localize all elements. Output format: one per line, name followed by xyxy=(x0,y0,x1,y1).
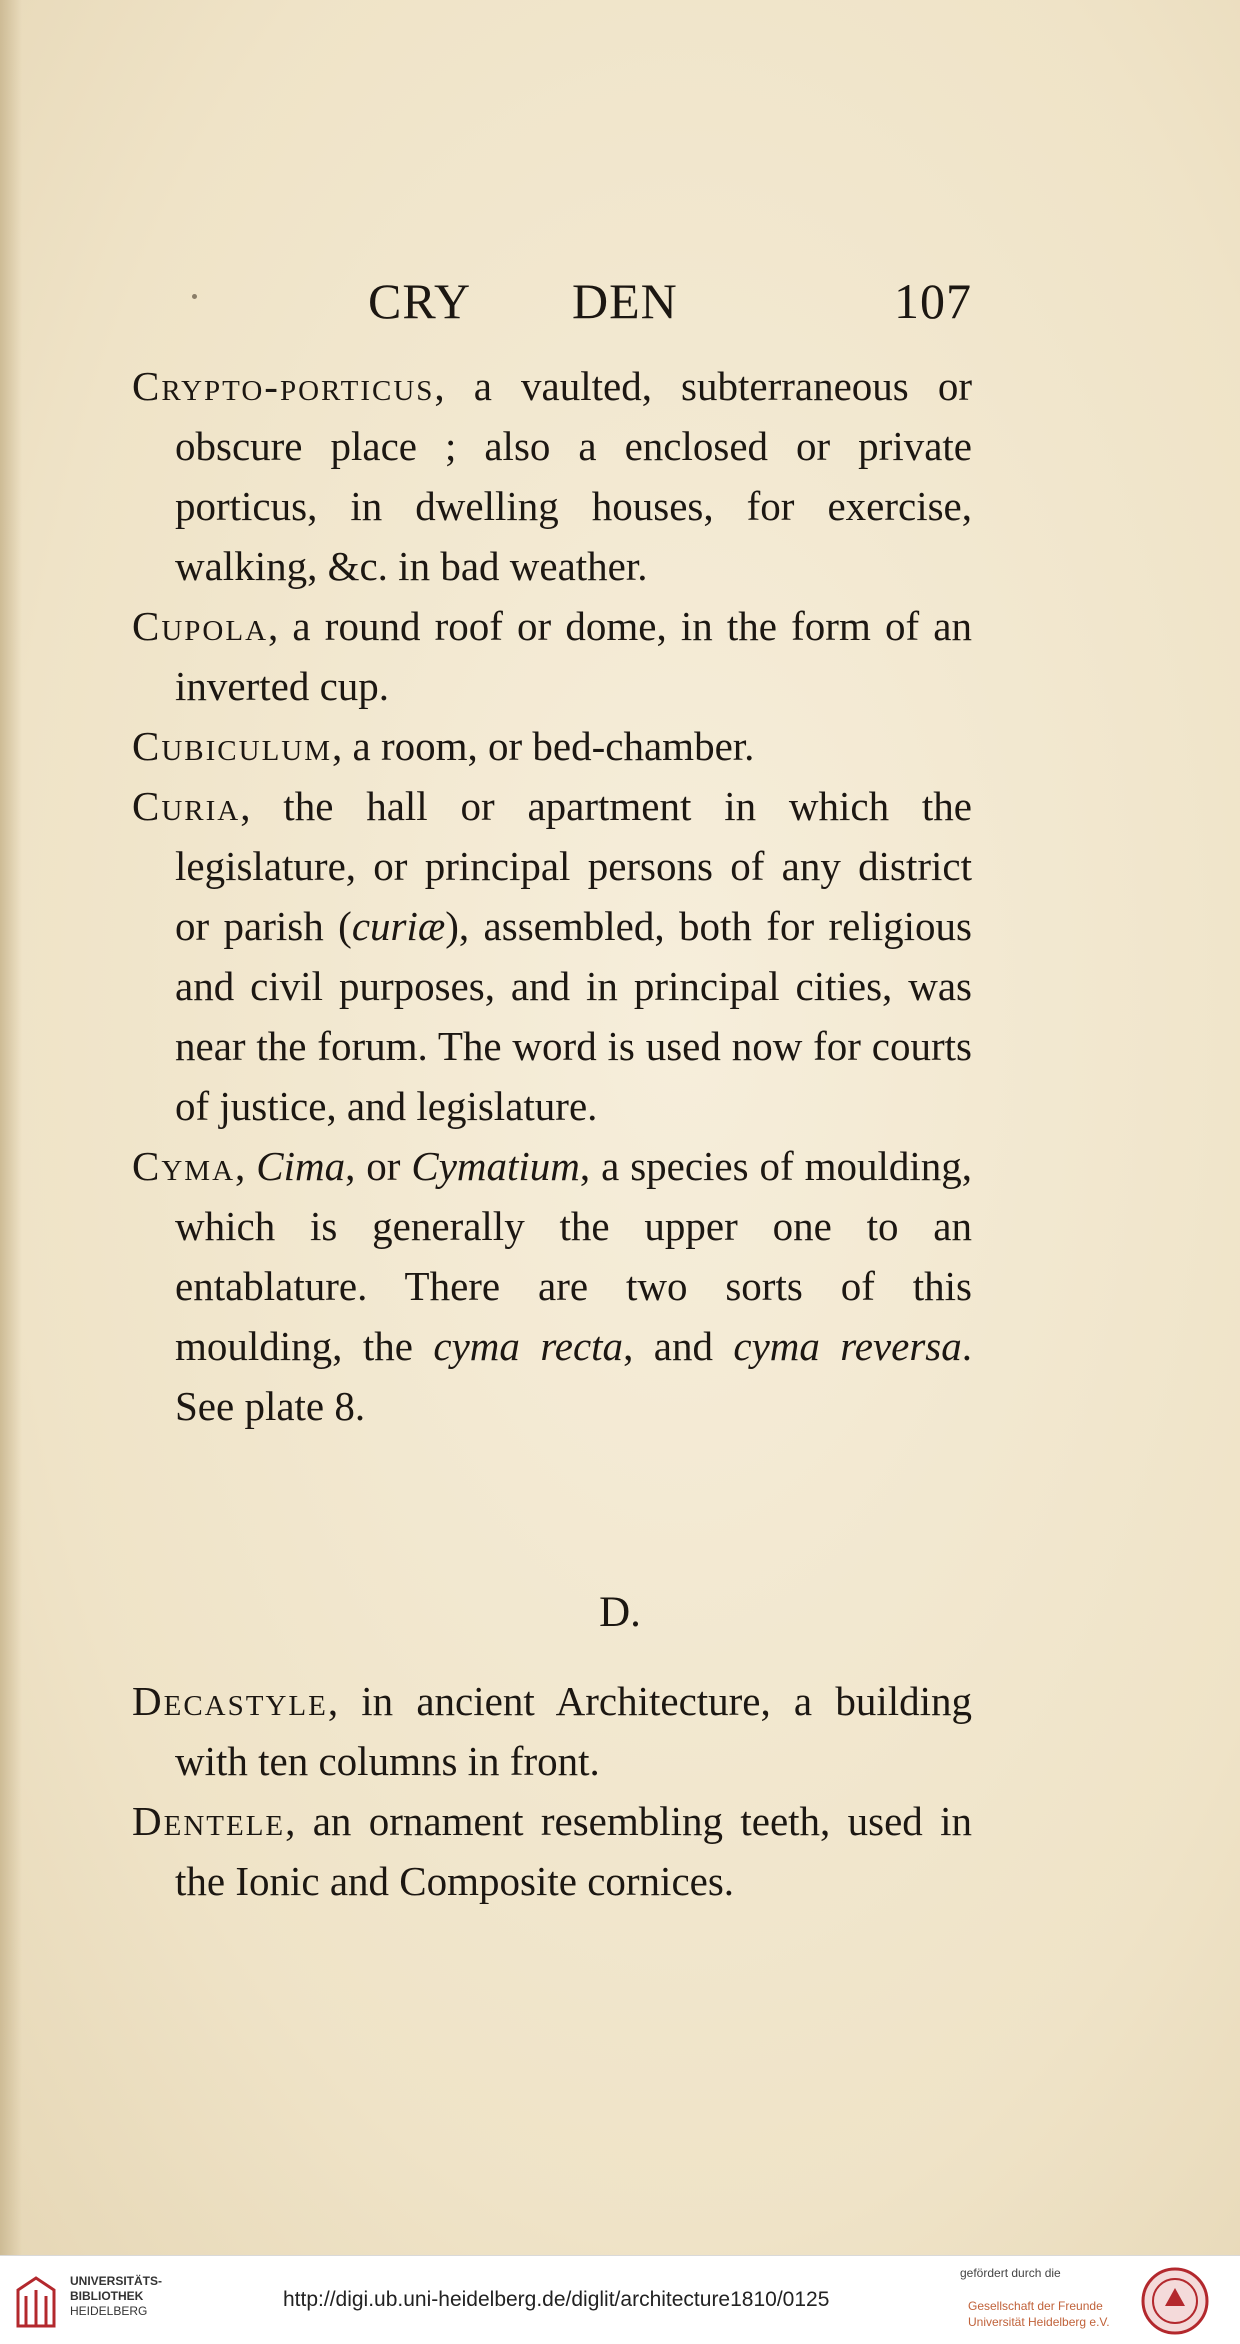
entry-italic: cyma reversa xyxy=(733,1323,962,1369)
entry-term: Crypto-porticus xyxy=(132,363,435,409)
entry-italic: cyma recta xyxy=(433,1323,624,1369)
ink-dot xyxy=(192,294,197,299)
entry-crypto-porticus xyxy=(132,356,972,596)
entry-body: ), assembled, both for religious and civil purposes, and in principal cities, was near the forum. The word is used now for courts of justice, and legislature. xyxy=(175,903,972,1129)
library-line: HEIDELBERG xyxy=(70,2304,148,2318)
viewer-footer xyxy=(0,2255,1240,2344)
entry-decastyle xyxy=(132,1671,972,1791)
entry-curia xyxy=(132,776,972,1136)
entry-dentele xyxy=(132,1791,972,1911)
entry-body: , a round roof or dome, in the form of an inverted cup. xyxy=(175,603,972,709)
library-line: BIBLIOTHEK xyxy=(70,2289,144,2303)
entry-body: , or xyxy=(345,1143,412,1189)
page-number: 107 xyxy=(894,273,972,329)
header-left-word: CRY xyxy=(368,273,472,329)
entry-body: , a species of moulding, which is generally the upper one to an entablature. There are two sorts of this moulding, the xyxy=(175,1143,973,1369)
university-library-logo xyxy=(14,2272,58,2328)
entry-cyma: Cyma, Cima, or Cymatium, a species of moulding, which is generally the upper one to an entablature. There are two sorts of this moulding, the cyma recta, and cyma reversa. See plate 8. xyxy=(132,1143,973,1429)
header-right-word: DEN xyxy=(572,273,678,329)
entry-term: Dentele xyxy=(132,1798,286,1844)
running-head xyxy=(0,272,1240,332)
entry-body: , in ancient Architecture, a building with ten columns in front. xyxy=(175,1678,972,1784)
entry-body: . See plate 8. xyxy=(175,1323,973,1429)
permalink-url[interactable]: http://digi.ub.uni-heidelberg.de/diglit/architecture1810/0125 xyxy=(283,2288,830,2311)
entry-body: , and xyxy=(623,1323,734,1369)
entry-term: Curia xyxy=(132,783,241,829)
university-seal-icon xyxy=(1140,2266,1210,2336)
entry-body: , a vaulted, subterraneous or obscure place ; also a enclosed or private porticus, in dwelling houses, for exercise, walking, &c. in bad weather. xyxy=(175,363,972,589)
library-line: UNIVERSITÄTS- xyxy=(70,2274,163,2288)
entry-italic: Cymatium xyxy=(411,1143,580,1189)
sponsor-line: Gesellschaft der Freunde xyxy=(968,2299,1103,2313)
entry-term: Decastyle xyxy=(132,1678,328,1724)
dictionary-entries-d xyxy=(132,1671,972,1911)
entry-italic: curiæ xyxy=(351,903,446,949)
section-heading: D. xyxy=(599,1589,641,1636)
entry-body: , the hall or apartment in which the legislature, or principal persons of any district or parish ( xyxy=(175,783,972,949)
sponsor-name xyxy=(968,2298,1110,2330)
library-name xyxy=(70,2274,162,2319)
gutter-shadow xyxy=(0,0,22,2255)
entry-cubiculum xyxy=(132,716,972,776)
entry-cupola xyxy=(132,596,972,716)
entry-term: Cubiculum xyxy=(132,723,333,769)
sponsor-line: Universität Heidelberg e.V. xyxy=(968,2315,1110,2329)
dictionary-entries-c xyxy=(132,356,972,1436)
sponsor-label: gefördert durch die xyxy=(960,2266,1061,2280)
entry-italic: Cima xyxy=(256,1143,346,1189)
entry-body: , a room, or bed-chamber. xyxy=(332,723,755,769)
entry-term: Cyma xyxy=(132,1143,236,1189)
entry-term: Cupola xyxy=(132,603,269,649)
entry-body: , an ornament resembling teeth, used in the Ionic and Composite cornices. xyxy=(175,1798,972,1904)
